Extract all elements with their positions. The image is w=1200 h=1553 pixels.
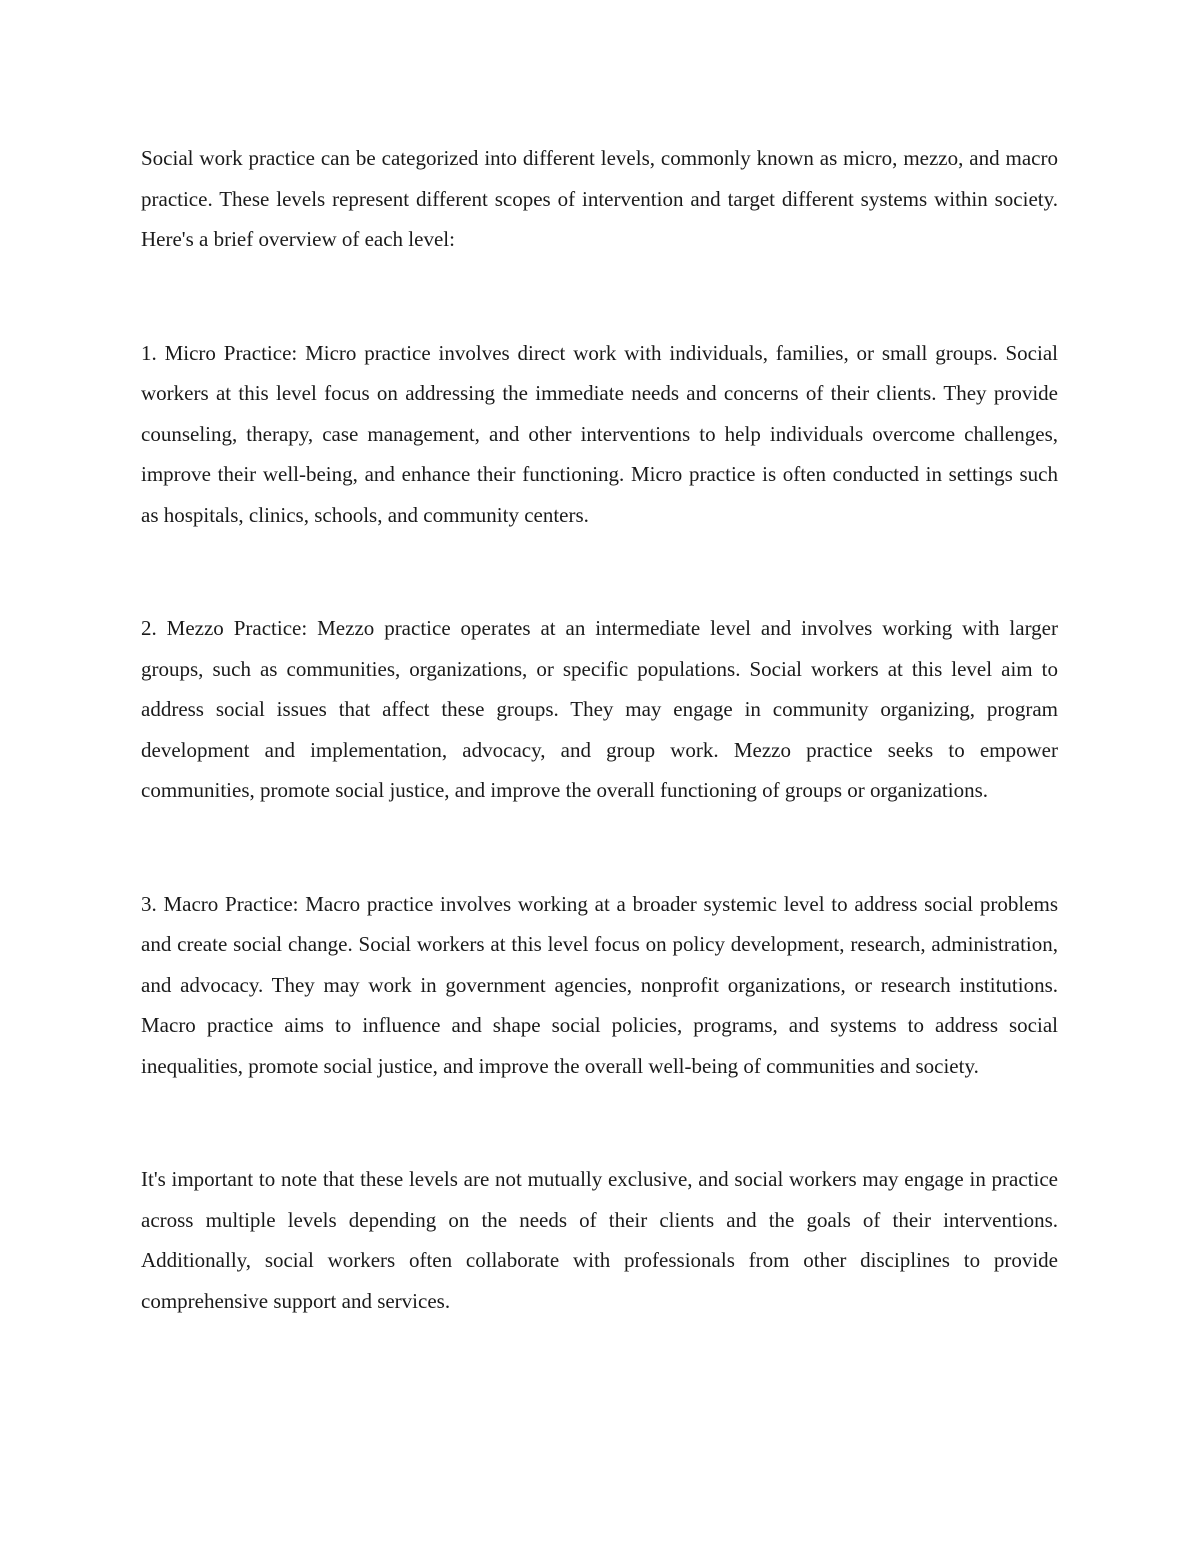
conclusion-paragraph: It's important to note that these levels are not mutually exclusive, and social workers may engage in practice across multiple levels depending on the needs of their clients and the goals of their interventions. Additionally, social workers often collaborate with professionals from other disciplines to provide comprehensive support and services. xyxy=(141,1167,1058,1313)
micro-practice-paragraph: 1. Micro Practice: Micro practice involves direct work with individuals, families, or small groups. Social workers at this level focus on addressing the immediate needs and concerns of their clients. They provide counseling, therapy, case management, and other interventions to help individuals overcome challenges, improve their well-being, and enhance their functioning. Micro practice is often conducted in settings such as hospitals, clinics, schools, and community centers. xyxy=(141,340,1058,527)
document-body xyxy=(141,138,1058,1321)
intro-paragraph: Social work practice can be categorized into different levels, commonly known as micro, mezzo, and macro practice. These levels represent different scopes of intervention and target different systems within society. Here's a brief overview of each level: xyxy=(141,146,1058,251)
macro-practice-paragraph: 3. Macro Practice: Macro practice involves working at a broader systemic level to address social problems and create social change. Social workers at this level focus on policy development, research, administration, and advocacy. They may work in government agencies, nonprofit organizations, or research institutions. Macro practice aims to influence and shape social policies, programs, and systems to address social inequalities, promote social justice, and improve the overall well-being of communities and society. xyxy=(141,891,1058,1078)
mezzo-practice-paragraph: 2. Mezzo Practice: Mezzo practice operates at an intermediate level and involves working with larger groups, such as communities, organizations, or specific populations. Social workers at this level aim to address social issues that affect these groups. They may engage in community organizing, program development and implementation, advocacy, and group work. Mezzo practice seeks to empower communities, promote social justice, and improve the overall functioning of groups or organizations. xyxy=(141,616,1058,802)
